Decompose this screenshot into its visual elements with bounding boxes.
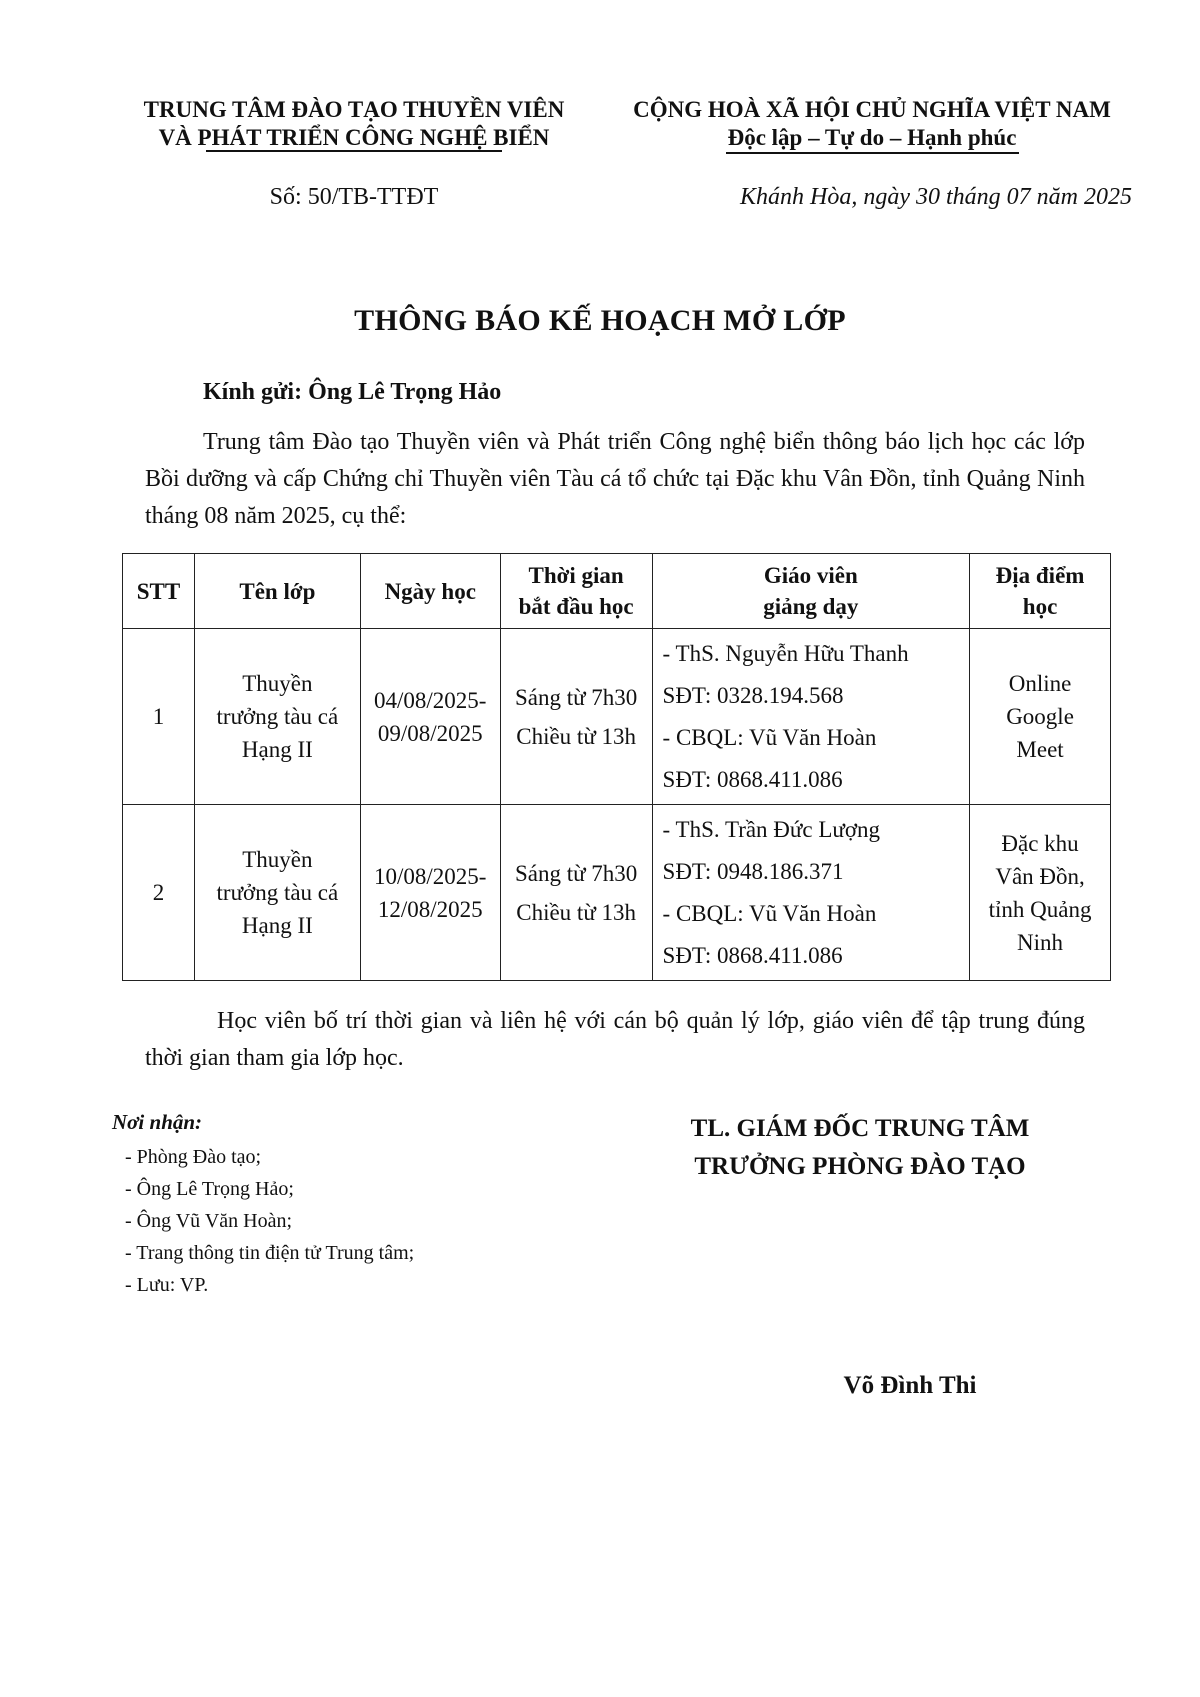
closing-paragraph: Học viên bố trí thời gian và liên hệ với cán bộ quản lý lớp, giáo viên để tập trung đúng thời gian tham gia lớp học. — [145, 1008, 1085, 1071]
org-name-line2: VÀ PHÁT TRIỂN CÔNG NGHỆ BIỂN — [158, 125, 550, 150]
teacher-line: SĐT: 0948.186.371 — [662, 858, 844, 884]
cell-location — [970, 629, 1111, 805]
list-item: - Ông Lê Trọng Hảo; — [125, 1178, 294, 1200]
org-name-line1: TRUNG TÂM ĐÀO TẠO THUYỀN VIÊN — [143, 97, 565, 122]
time-line: Sáng từ 7h30 — [514, 684, 638, 710]
cell-location — [970, 805, 1111, 981]
header-teacher — [652, 554, 970, 629]
list-item: - Lưu: VP. — [125, 1274, 209, 1296]
header-stt: STT — [123, 554, 195, 629]
teacher-line: - ThS. Nguyễn Hữu Thanh — [662, 640, 909, 666]
cell-dates — [360, 629, 500, 805]
list-item: - Ông Vũ Văn Hoàn; — [125, 1210, 293, 1232]
header-teacher-l1: Giáo viên — [763, 563, 858, 588]
header-start-time-l2: bắt đầu học — [518, 594, 634, 619]
document-number: Số: 50/TB-TTĐT — [269, 184, 439, 210]
signature-title-line1: TL. GIÁM ĐỐC TRUNG TÂM — [690, 1115, 1030, 1142]
header-class-name: Tên lớp — [194, 554, 360, 629]
date-line: 10/08/2025- — [374, 863, 487, 889]
header-start-time-l1: Thời gian — [528, 563, 624, 588]
time-line: Sáng từ 7h30 — [514, 860, 638, 886]
header-teacher-l2: giảng dạy — [763, 594, 859, 619]
class-line: Thuyền — [242, 671, 313, 696]
date-line: 09/08/2025 — [377, 720, 483, 746]
document-title: THÔNG BÁO KẾ HOẠCH MỞ LỚP — [354, 304, 846, 337]
teacher-line: - CBQL: Vũ Văn Hoàn — [662, 724, 877, 750]
nation-name: CỘNG HOÀ XÃ HỘI CHỦ NGHĨA VIỆT NAM — [633, 97, 1111, 122]
table-header-row — [123, 554, 1111, 629]
class-line: trưởng tàu cá — [216, 880, 339, 905]
class-line: trưởng tàu cá — [216, 704, 339, 729]
org-underline — [206, 150, 502, 152]
cell-class-name — [194, 629, 360, 805]
location-line: Online — [1008, 671, 1072, 696]
table-row — [123, 805, 1111, 981]
header-dates: Ngày học — [360, 554, 500, 629]
time-line: Chiều từ 13h — [516, 723, 637, 749]
signature-block — [640, 1110, 1080, 1186]
header-location — [970, 554, 1111, 629]
list-item: - Trang thông tin điện tử Trung tâm; — [125, 1242, 415, 1264]
date-line: 12/08/2025 — [377, 896, 483, 922]
header-start-time — [500, 554, 652, 629]
cell-stt: 1 — [123, 629, 195, 805]
signer-name: Võ Đình Thi — [843, 1372, 977, 1399]
location-line: tỉnh Quảng — [988, 896, 1092, 922]
cell-start-time — [500, 629, 652, 805]
issuing-organization — [118, 96, 590, 152]
teacher-line: - CBQL: Vũ Văn Hoàn — [662, 900, 877, 926]
class-line: Hạng II — [241, 913, 313, 938]
location-line: Meet — [1016, 737, 1064, 762]
teacher-line: SĐT: 0868.411.086 — [662, 766, 843, 792]
cell-teacher — [652, 805, 970, 981]
header-location-l2: học — [1022, 594, 1058, 619]
recipients-title: Nơi nhận: — [112, 1110, 203, 1134]
class-line: Hạng II — [241, 737, 313, 762]
greeting: Kính gửi: Ông Lê Trọng Hảo — [203, 379, 502, 405]
schedule-table — [122, 553, 1111, 981]
teacher-line: SĐT: 0328.194.568 — [662, 682, 844, 708]
teacher-line: SĐT: 0868.411.086 — [662, 942, 843, 968]
location-line: Vân Đồn, — [995, 863, 1085, 889]
place-date: Khánh Hòa, ngày 30 tháng 07 năm 2025 — [740, 184, 1132, 210]
location-line: Google — [1006, 704, 1074, 729]
cell-dates — [360, 805, 500, 981]
national-motto — [612, 96, 1132, 152]
teacher-line: - ThS. Trần Đức Lượng — [662, 816, 881, 842]
class-line: Thuyền — [242, 847, 313, 872]
cell-teacher — [652, 629, 970, 805]
intro-paragraph: Trung tâm Đào tạo Thuyền viên và Phát triển Công nghệ biển thông báo lịch học các lớp Bồi dưỡng và cấp Chứng chỉ Thuyền viên Tàu cá tổ chức tại Đặc khu Vân Đồn, tỉnh Quảng Ninh tháng 08 năm 2025, cụ thể: — [145, 429, 1085, 529]
cell-start-time — [500, 805, 652, 981]
cell-stt: 2 — [123, 805, 195, 981]
motto-underline — [726, 152, 1019, 154]
recipients-list — [125, 1141, 414, 1301]
list-item: - Phòng Đào tạo; — [125, 1146, 262, 1168]
time-line: Chiều từ 13h — [516, 899, 637, 925]
location-line: Ninh — [1017, 929, 1064, 955]
location-line: Đặc khu — [1001, 830, 1079, 856]
signature-title-line2: TRƯỞNG PHÒNG ĐÀO TẠO — [694, 1153, 1026, 1180]
header-location-l1: Địa điểm — [995, 563, 1085, 588]
cell-class-name — [194, 805, 360, 981]
nation-motto: Độc lập – Tự do – Hạnh phúc — [727, 125, 1017, 150]
date-line: 04/08/2025- — [374, 687, 487, 713]
table-row — [123, 629, 1111, 805]
